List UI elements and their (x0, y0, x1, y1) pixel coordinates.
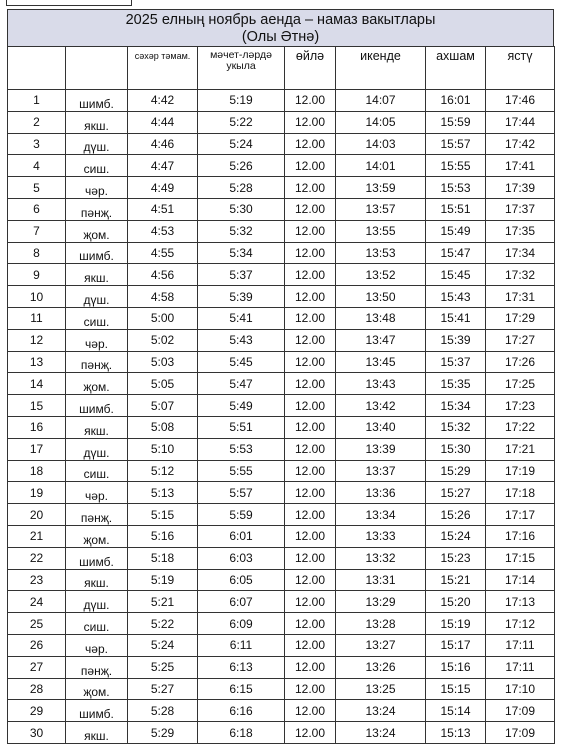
mosque-time-cell: 5:39 (198, 286, 285, 308)
title-line-2: (Олы Әтнә) (241, 29, 320, 45)
weekday-cell: дүш. (66, 133, 128, 155)
ikende-time-cell: 13:27 (336, 634, 426, 656)
table-row (8, 416, 555, 438)
table-row (8, 351, 555, 373)
oyle-time-cell: 12.00 (285, 525, 336, 547)
mosque-time-cell: 5:19 (198, 90, 285, 112)
oyle-time-cell: 12.00 (285, 351, 336, 373)
ahsham-time-cell: 15:29 (426, 460, 486, 482)
ikende-time-cell: 14:03 (336, 133, 426, 155)
oyle-time-cell: 12.00 (285, 700, 336, 722)
yastu-time-cell: 17:41 (486, 155, 555, 177)
suhur-time-cell: 4:47 (128, 155, 198, 177)
col-header-weekday (66, 47, 128, 90)
suhur-time-cell: 4:55 (128, 242, 198, 264)
weekday-cell: сиш. (66, 460, 128, 482)
ahsham-time-cell: 15:27 (426, 482, 486, 504)
weekday-cell: якш. (66, 722, 128, 744)
oyle-time-cell: 12.00 (285, 504, 336, 526)
ikende-time-cell: 13:34 (336, 504, 426, 526)
ikende-time-cell: 13:37 (336, 460, 426, 482)
day-number-cell: 4 (8, 155, 66, 177)
yastu-time-cell: 17:09 (486, 722, 555, 744)
weekday-cell: якш. (66, 416, 128, 438)
yastu-time-cell: 17:19 (486, 460, 555, 482)
suhur-time-cell: 5:15 (128, 504, 198, 526)
weekday-cell: шимб. (66, 395, 128, 417)
mosque-time-cell: 5:26 (198, 155, 285, 177)
ikende-time-cell: 13:33 (336, 525, 426, 547)
day-number-cell: 2 (8, 111, 66, 133)
mosque-time-cell: 5:34 (198, 242, 285, 264)
weekday-cell: пәнҗ. (66, 504, 128, 526)
day-number-cell: 24 (8, 591, 66, 613)
weekday-cell: шимб. (66, 90, 128, 112)
weekday-cell: дүш. (66, 286, 128, 308)
table-row (8, 482, 555, 504)
ikende-time-cell: 13:42 (336, 395, 426, 417)
table-row (8, 656, 555, 678)
oyle-time-cell: 12.00 (285, 155, 336, 177)
suhur-time-cell: 5:16 (128, 525, 198, 547)
yastu-time-cell: 17:15 (486, 547, 555, 569)
suhur-time-cell: 5:10 (128, 438, 198, 460)
mosque-time-cell: 5:41 (198, 307, 285, 329)
mosque-time-cell: 6:13 (198, 656, 285, 678)
table-row (8, 220, 555, 242)
ikende-time-cell: 13:26 (336, 656, 426, 678)
weekday-cell: җом. (66, 678, 128, 700)
table-row (8, 700, 555, 722)
suhur-time-cell: 5:29 (128, 722, 198, 744)
ahsham-time-cell: 15:49 (426, 220, 486, 242)
suhur-time-cell: 5:21 (128, 591, 198, 613)
ahsham-time-cell: 15:24 (426, 525, 486, 547)
mosque-time-cell: 5:24 (198, 133, 285, 155)
ikende-time-cell: 13:59 (336, 177, 426, 199)
ahsham-time-cell: 15:34 (426, 395, 486, 417)
table-row (8, 678, 555, 700)
ahsham-time-cell: 15:55 (426, 155, 486, 177)
suhur-time-cell: 4:42 (128, 90, 198, 112)
oyle-time-cell: 12.00 (285, 286, 336, 308)
mosque-time-cell: 5:43 (198, 329, 285, 351)
mosque-time-cell: 6:05 (198, 569, 285, 591)
mosque-time-cell: 5:59 (198, 504, 285, 526)
yastu-time-cell: 17:16 (486, 525, 555, 547)
ikende-time-cell: 13:25 (336, 678, 426, 700)
mosque-time-cell: 5:37 (198, 264, 285, 286)
prayer-times-table (7, 46, 555, 744)
oyle-time-cell: 12.00 (285, 591, 336, 613)
yastu-time-cell: 17:18 (486, 482, 555, 504)
weekday-cell: сиш. (66, 307, 128, 329)
day-number-cell: 10 (8, 286, 66, 308)
weekday-cell: пәнҗ. (66, 656, 128, 678)
weekday-cell: шимб. (66, 547, 128, 569)
weekday-cell: сиш. (66, 155, 128, 177)
table-row (8, 525, 555, 547)
suhur-time-cell: 5:18 (128, 547, 198, 569)
day-number-cell: 15 (8, 395, 66, 417)
ahsham-time-cell: 15:14 (426, 700, 486, 722)
table-row (8, 307, 555, 329)
table-row (8, 133, 555, 155)
table-row (8, 155, 555, 177)
ikende-time-cell: 13:32 (336, 547, 426, 569)
day-number-cell: 13 (8, 351, 66, 373)
yastu-time-cell: 17:32 (486, 264, 555, 286)
ikende-time-cell: 13:50 (336, 286, 426, 308)
ikende-time-cell: 13:43 (336, 373, 426, 395)
weekday-cell: шимб. (66, 700, 128, 722)
mosque-time-cell: 6:18 (198, 722, 285, 744)
day-number-cell: 30 (8, 722, 66, 744)
yastu-time-cell: 17:46 (486, 90, 555, 112)
oyle-time-cell: 12.00 (285, 547, 336, 569)
weekday-cell: дүш. (66, 591, 128, 613)
oyle-time-cell: 12.00 (285, 220, 336, 242)
oyle-time-cell: 12.00 (285, 242, 336, 264)
title-line-1: 2025 елның ноябрь аенда – намаз вакытлары (125, 12, 436, 28)
ahsham-time-cell: 15:39 (426, 329, 486, 351)
table-title (7, 9, 554, 46)
mosque-time-cell: 5:45 (198, 351, 285, 373)
oyle-time-cell: 12.00 (285, 416, 336, 438)
oyle-time-cell: 12.00 (285, 722, 336, 744)
table-row (8, 722, 555, 744)
table-body (8, 90, 555, 744)
day-number-cell: 14 (8, 373, 66, 395)
weekday-cell: җом. (66, 220, 128, 242)
weekday-cell: дүш. (66, 438, 128, 460)
ikende-time-cell: 13:39 (336, 438, 426, 460)
suhur-time-cell: 5:13 (128, 482, 198, 504)
col-header-oyle: өйлә (285, 47, 336, 90)
yastu-time-cell: 17:10 (486, 678, 555, 700)
ahsham-time-cell: 15:51 (426, 198, 486, 220)
mosque-time-cell: 5:22 (198, 111, 285, 133)
ahsham-time-cell: 15:32 (426, 416, 486, 438)
weekday-cell: шимб. (66, 242, 128, 264)
weekday-cell: якш. (66, 111, 128, 133)
day-number-cell: 9 (8, 264, 66, 286)
ahsham-time-cell: 16:01 (426, 90, 486, 112)
suhur-time-cell: 4:56 (128, 264, 198, 286)
yastu-time-cell: 17:29 (486, 307, 555, 329)
day-number-cell: 8 (8, 242, 66, 264)
yastu-time-cell: 17:23 (486, 395, 555, 417)
mosque-time-cell: 5:47 (198, 373, 285, 395)
ahsham-time-cell: 15:43 (426, 286, 486, 308)
suhur-time-cell: 5:02 (128, 329, 198, 351)
suhur-time-cell: 4:51 (128, 198, 198, 220)
suhur-time-cell: 5:19 (128, 569, 198, 591)
ikende-time-cell: 14:07 (336, 90, 426, 112)
ahsham-time-cell: 15:15 (426, 678, 486, 700)
day-number-cell: 19 (8, 482, 66, 504)
day-number-cell: 29 (8, 700, 66, 722)
ahsham-time-cell: 15:13 (426, 722, 486, 744)
day-number-cell: 22 (8, 547, 66, 569)
suhur-time-cell: 5:27 (128, 678, 198, 700)
day-number-cell: 11 (8, 307, 66, 329)
day-number-cell: 12 (8, 329, 66, 351)
yastu-time-cell: 17:37 (486, 198, 555, 220)
col-header-number (8, 47, 66, 90)
weekday-cell: пәнҗ. (66, 351, 128, 373)
suhur-time-cell: 5:12 (128, 460, 198, 482)
table-row (8, 264, 555, 286)
mosque-time-cell: 6:11 (198, 634, 285, 656)
oyle-time-cell: 12.00 (285, 438, 336, 460)
mosque-time-cell: 6:07 (198, 591, 285, 613)
day-number-cell: 16 (8, 416, 66, 438)
mosque-time-cell: 5:53 (198, 438, 285, 460)
ikende-time-cell: 13:57 (336, 198, 426, 220)
day-number-cell: 3 (8, 133, 66, 155)
suhur-time-cell: 5:08 (128, 416, 198, 438)
weekday-cell: чәр. (66, 482, 128, 504)
ahsham-time-cell: 15:16 (426, 656, 486, 678)
ahsham-time-cell: 15:37 (426, 351, 486, 373)
ikende-time-cell: 13:45 (336, 351, 426, 373)
weekday-cell: җом. (66, 525, 128, 547)
mosque-time-cell: 5:32 (198, 220, 285, 242)
yastu-time-cell: 17:14 (486, 569, 555, 591)
day-number-cell: 27 (8, 656, 66, 678)
ikende-time-cell: 13:55 (336, 220, 426, 242)
yastu-time-cell: 17:11 (486, 634, 555, 656)
table-row (8, 242, 555, 264)
mosque-time-cell: 6:16 (198, 700, 285, 722)
suhur-time-cell: 4:46 (128, 133, 198, 155)
ahsham-time-cell: 15:41 (426, 307, 486, 329)
table-row (8, 177, 555, 199)
weekday-cell: чәр. (66, 177, 128, 199)
yastu-time-cell: 17:42 (486, 133, 555, 155)
mosque-time-cell: 5:30 (198, 198, 285, 220)
ikende-time-cell: 13:53 (336, 242, 426, 264)
ahsham-time-cell: 15:30 (426, 438, 486, 460)
day-number-cell: 6 (8, 198, 66, 220)
ahsham-time-cell: 15:47 (426, 242, 486, 264)
day-number-cell: 7 (8, 220, 66, 242)
weekday-cell: пәнҗ. (66, 198, 128, 220)
mosque-time-cell: 5:28 (198, 177, 285, 199)
table-row (8, 438, 555, 460)
oyle-time-cell: 12.00 (285, 569, 336, 591)
yastu-time-cell: 17:21 (486, 438, 555, 460)
ikende-time-cell: 14:01 (336, 155, 426, 177)
day-number-cell: 23 (8, 569, 66, 591)
mosque-time-cell: 5:55 (198, 460, 285, 482)
oyle-time-cell: 12.00 (285, 613, 336, 635)
yastu-time-cell: 17:13 (486, 591, 555, 613)
mosque-time-cell: 5:49 (198, 395, 285, 417)
yastu-time-cell: 17:11 (486, 656, 555, 678)
suhur-time-cell: 5:07 (128, 395, 198, 417)
table-row (8, 460, 555, 482)
table-row (8, 613, 555, 635)
ikende-time-cell: 13:24 (336, 700, 426, 722)
ikende-time-cell: 14:05 (336, 111, 426, 133)
suhur-time-cell: 5:22 (128, 613, 198, 635)
weekday-cell: сиш. (66, 613, 128, 635)
top-frame (6, 0, 132, 6)
table-row (8, 504, 555, 526)
oyle-time-cell: 12.00 (285, 177, 336, 199)
suhur-time-cell: 4:53 (128, 220, 198, 242)
table-row (8, 198, 555, 220)
yastu-time-cell: 17:12 (486, 613, 555, 635)
yastu-time-cell: 17:09 (486, 700, 555, 722)
table-row (8, 395, 555, 417)
suhur-time-cell: 4:49 (128, 177, 198, 199)
day-number-cell: 5 (8, 177, 66, 199)
day-number-cell: 25 (8, 613, 66, 635)
day-number-cell: 1 (8, 90, 66, 112)
yastu-time-cell: 17:25 (486, 373, 555, 395)
oyle-time-cell: 12.00 (285, 634, 336, 656)
oyle-time-cell: 12.00 (285, 395, 336, 417)
ikende-time-cell: 13:36 (336, 482, 426, 504)
oyle-time-cell: 12.00 (285, 111, 336, 133)
header-row (8, 47, 555, 90)
yastu-time-cell: 17:34 (486, 242, 555, 264)
ahsham-time-cell: 15:21 (426, 569, 486, 591)
oyle-time-cell: 12.00 (285, 198, 336, 220)
table-row (8, 591, 555, 613)
yastu-time-cell: 17:17 (486, 504, 555, 526)
day-number-cell: 26 (8, 634, 66, 656)
ahsham-time-cell: 15:35 (426, 373, 486, 395)
table-row (8, 111, 555, 133)
mosque-time-cell: 5:51 (198, 416, 285, 438)
ikende-time-cell: 13:47 (336, 329, 426, 351)
oyle-time-cell: 12.00 (285, 133, 336, 155)
ahsham-time-cell: 15:23 (426, 547, 486, 569)
yastu-time-cell: 17:44 (486, 111, 555, 133)
mosque-time-cell: 6:03 (198, 547, 285, 569)
ikende-time-cell: 13:52 (336, 264, 426, 286)
col-header-suhur: сәхәр тәмам. (128, 47, 198, 90)
col-header-ikende: икенде (336, 47, 426, 90)
table-row (8, 569, 555, 591)
suhur-time-cell: 5:25 (128, 656, 198, 678)
ahsham-time-cell: 15:53 (426, 177, 486, 199)
table-row (8, 329, 555, 351)
yastu-time-cell: 17:35 (486, 220, 555, 242)
yastu-time-cell: 17:22 (486, 416, 555, 438)
oyle-time-cell: 12.00 (285, 307, 336, 329)
suhur-time-cell: 4:58 (128, 286, 198, 308)
ikende-time-cell: 13:24 (336, 722, 426, 744)
yastu-time-cell: 17:31 (486, 286, 555, 308)
mosque-time-cell: 6:09 (198, 613, 285, 635)
suhur-time-cell: 5:00 (128, 307, 198, 329)
ahsham-time-cell: 15:17 (426, 634, 486, 656)
ahsham-time-cell: 15:19 (426, 613, 486, 635)
oyle-time-cell: 12.00 (285, 90, 336, 112)
weekday-cell: якш. (66, 569, 128, 591)
mosque-time-cell: 6:15 (198, 678, 285, 700)
suhur-time-cell: 5:28 (128, 700, 198, 722)
ahsham-time-cell: 15:45 (426, 264, 486, 286)
weekday-cell: чәр. (66, 329, 128, 351)
yastu-time-cell: 17:39 (486, 177, 555, 199)
oyle-time-cell: 12.00 (285, 373, 336, 395)
ahsham-time-cell: 15:20 (426, 591, 486, 613)
weekday-cell: чәр. (66, 634, 128, 656)
table-row (8, 547, 555, 569)
suhur-time-cell: 4:44 (128, 111, 198, 133)
oyle-time-cell: 12.00 (285, 329, 336, 351)
col-header-ahsham: ахшам (426, 47, 486, 90)
suhur-time-cell: 5:03 (128, 351, 198, 373)
mosque-time-cell: 6:01 (198, 525, 285, 547)
suhur-time-cell: 5:24 (128, 634, 198, 656)
weekday-cell: җом. (66, 373, 128, 395)
yastu-time-cell: 17:26 (486, 351, 555, 373)
ahsham-time-cell: 15:57 (426, 133, 486, 155)
col-header-mosque: мәчет-ләрдә укыла (198, 47, 285, 90)
oyle-time-cell: 12.00 (285, 678, 336, 700)
oyle-time-cell: 12.00 (285, 656, 336, 678)
table-row (8, 373, 555, 395)
col-header-yastu: ястү (486, 47, 555, 90)
ahsham-time-cell: 15:26 (426, 504, 486, 526)
day-number-cell: 20 (8, 504, 66, 526)
ikende-time-cell: 13:48 (336, 307, 426, 329)
day-number-cell: 28 (8, 678, 66, 700)
ikende-time-cell: 13:31 (336, 569, 426, 591)
day-number-cell: 18 (8, 460, 66, 482)
ikende-time-cell: 13:28 (336, 613, 426, 635)
table-row (8, 286, 555, 308)
table-row (8, 634, 555, 656)
weekday-cell: якш. (66, 264, 128, 286)
oyle-time-cell: 12.00 (285, 482, 336, 504)
suhur-time-cell: 5:05 (128, 373, 198, 395)
oyle-time-cell: 12.00 (285, 264, 336, 286)
day-number-cell: 17 (8, 438, 66, 460)
yastu-time-cell: 17:27 (486, 329, 555, 351)
ahsham-time-cell: 15:59 (426, 111, 486, 133)
ikende-time-cell: 13:40 (336, 416, 426, 438)
oyle-time-cell: 12.00 (285, 460, 336, 482)
mosque-time-cell: 5:57 (198, 482, 285, 504)
day-number-cell: 21 (8, 525, 66, 547)
ikende-time-cell: 13:29 (336, 591, 426, 613)
table-row (8, 90, 555, 112)
